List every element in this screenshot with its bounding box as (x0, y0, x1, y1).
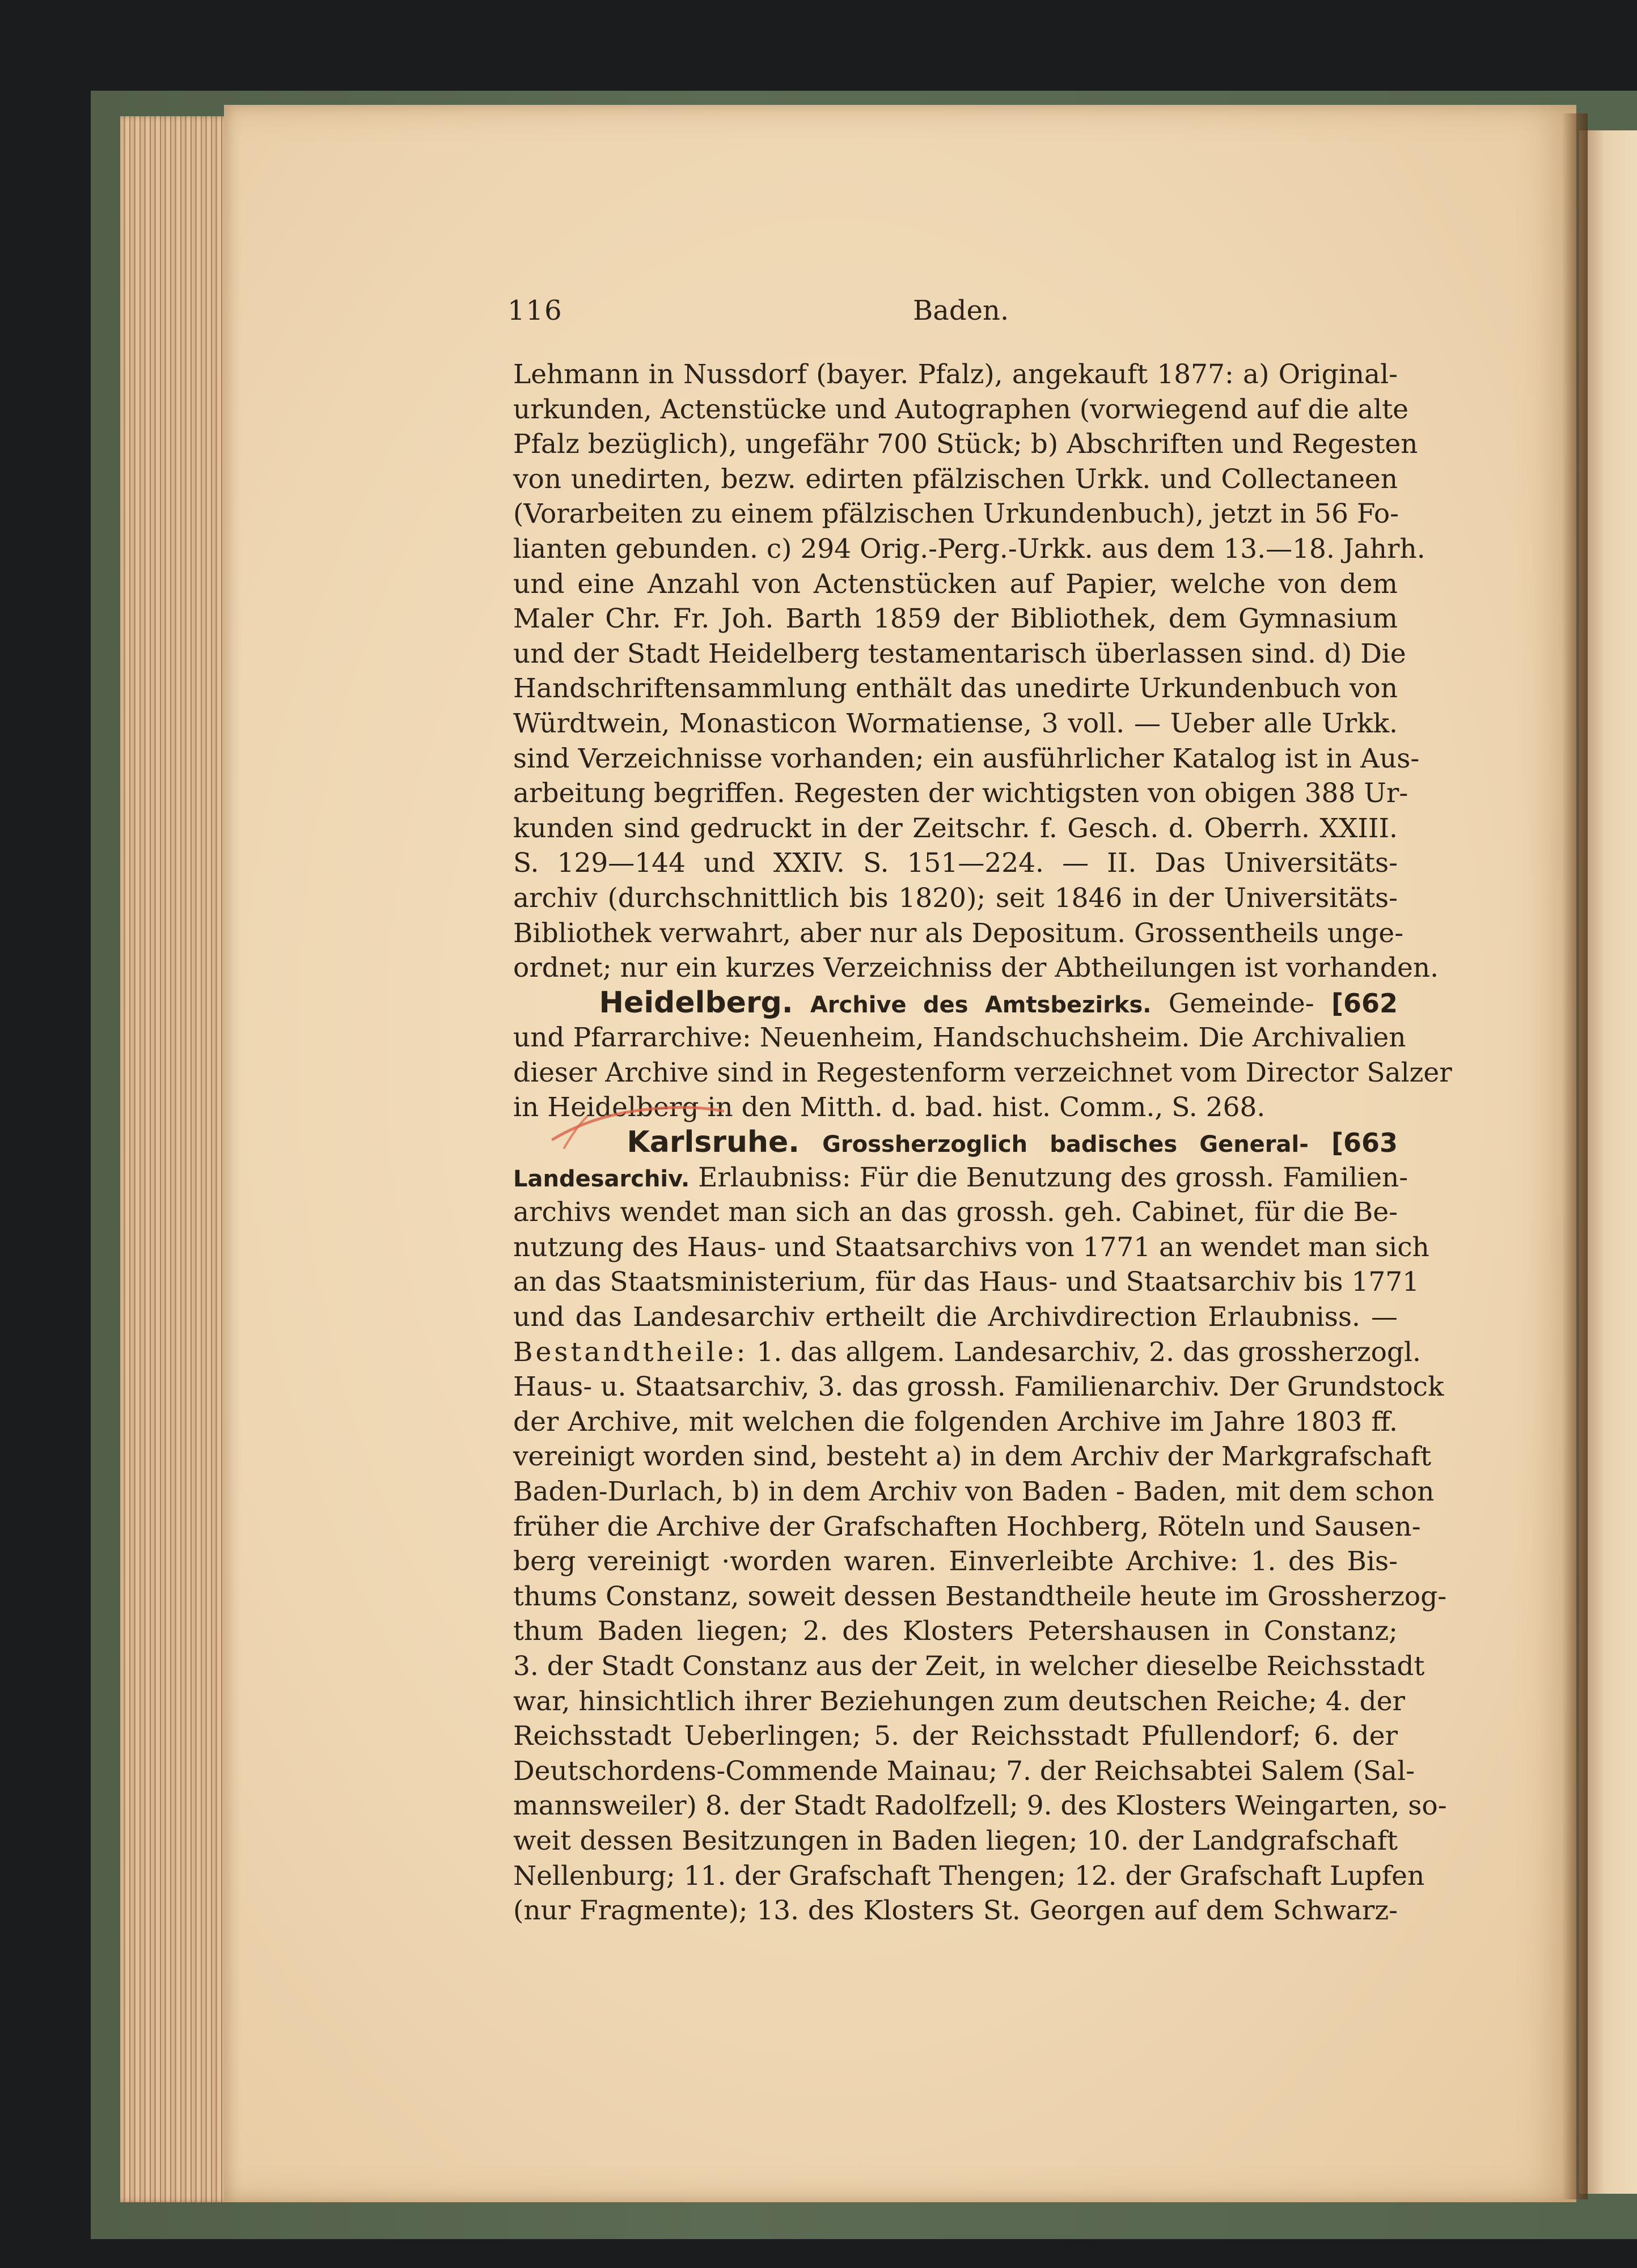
text-line: Würdtwein, Monasticon Wormatiense, 3 voll. — Ueber alle Urkk. (513, 707, 1398, 739)
bestandtheile-rest: 1. das allgem. Landesarchiv, 2. das grossherzogl. (756, 1336, 1421, 1368)
entry-663-heading (513, 1125, 1398, 1160)
entry-663-line-2 (513, 1160, 1408, 1196)
text-line: ordnet; nur ein kurzes Verzeichniss der Abtheilungen ist vorhanden. (513, 952, 1439, 984)
text-line: archiv (durchschnittlich bis 1820); seit 1846 in der Universitäts- (513, 882, 1398, 914)
text-line: und das Landesarchiv ertheilt die Archivdirection Erlaubniss. — (513, 1302, 1398, 1333)
text-line: sind Verzeichnisse vorhanden; ein ausführlicher Katalog ist in Aus- (513, 743, 1420, 774)
entry-663-number: [663 (1331, 1127, 1398, 1159)
text-line: urkunden, Actenstücke und Autographen (vorwiegend auf die alte (513, 393, 1408, 425)
body-text (513, 357, 1452, 1928)
text-line: mannsweiler) 8. der Stadt Radolfzell; 9. des Klosters Weingarten, so- (513, 1790, 1447, 1822)
entry-663-line2-rest: Erlaubniss: Für die Benutzung des grossh. Familien- (698, 1161, 1408, 1193)
text-line: Pfalz bezüglich), ungefähr 700 Stück; b) Abschriften und Regesten (513, 429, 1418, 460)
text-line: Maler Chr. Fr. Joh. Barth 1859 der Bibliothek, dem Gymnasium (513, 603, 1398, 635)
text-line: 3. der Stadt Constanz aus der Zeit, in welcher dieselbe Reichsstadt (513, 1650, 1425, 1682)
text-line: und Pfarrarchive: Neuenheim, Handschuchsheim. Die Archivalien (513, 1022, 1406, 1054)
text-line: Deutschordens-Commende Mainau; 7. der Reichsabtei Salem (Sal- (513, 1755, 1415, 1787)
text-line: vereinigt worden sind, besteht a) in dem Archiv der Markgrafschaft (513, 1441, 1432, 1473)
page-edges (120, 116, 234, 2202)
text-line: Lehmann in Nussdorf (bayer. Pfalz), angekauft 1877: a) Original- (513, 359, 1398, 390)
page-number: 116 (507, 295, 563, 327)
text-line: (nur Fragmente); 13. des Klosters St. Georgen auf dem Schwarz- (513, 1895, 1398, 1927)
text-line: Handschriftensammlung enthält das unedirte Urkundenbuch von (513, 673, 1398, 705)
facing-page-edge (1579, 130, 1637, 2194)
text-line: nutzung des Haus- und Staatsarchivs von 1771 an wendet man sich (513, 1231, 1429, 1263)
bestandtheile-label: Bestandtheile: (513, 1336, 748, 1368)
text-line: in Heidelberg in den Mitth. d. bad. hist. Comm., S. 268. (513, 1092, 1266, 1124)
text-line: von unedirten, bezw. edirten pfälzischen Urkk. und Collectaneen (513, 463, 1398, 495)
page-header (507, 295, 1392, 334)
entry-662-subtitle: Archive des Amtsbezirks. (810, 991, 1152, 1018)
bestandtheile-line (513, 1335, 1421, 1370)
page-gutter-shadow (1562, 113, 1588, 2199)
running-head: Baden. (913, 295, 1009, 327)
text-line: arbeitung begriffen. Regesten der wichtigsten von obigen 388 Ur- (513, 778, 1408, 809)
text-line: thum Baden liegen; 2. des Klosters Petershausen in Constanz; (513, 1616, 1398, 1647)
text-line: thums Constanz, soweit dessen Bestandtheile heute im Grossherzog- (513, 1580, 1447, 1612)
text-line: kunden sind gedruckt in der Zeitschr. f. Gesch. d. Oberrh. XXIII. (513, 812, 1398, 844)
entry-662-heading (513, 986, 1398, 1021)
entry-663-title: Karlsruhe. (627, 1125, 800, 1160)
text-line: berg vereinigt ·worden waren. Einverleibte Archive: 1. des Bis- (513, 1546, 1398, 1578)
entry-662-number: [662 (1331, 987, 1398, 1019)
text-line: Baden-Durlach, b) in dem Archiv von Baden - Baden, mit dem schon (513, 1476, 1435, 1507)
text-line: dieser Archive sind in Regestenform verzeichnet vom Director Salzer (513, 1057, 1452, 1088)
text-line: war, hinsichtlich ihrer Beziehungen zum deutschen Reiche; 4. der (513, 1685, 1406, 1717)
text-line: archivs wendet man sich an das grossh. geh. Cabinet, für die Be- (513, 1197, 1398, 1228)
entry-662-title: Heidelberg. (599, 985, 793, 1020)
text-line: Reichsstadt Ueberlingen; 5. der Reichsstadt Pfullendorf; 6. der (513, 1720, 1398, 1752)
text-line: (Vorarbeiten zu einem pfälzischen Urkundenbuch), jetzt in 56 Fo- (513, 498, 1399, 530)
text-line: und eine Anzahl von Actenstücken auf Papier, welche von dem (513, 568, 1398, 600)
entry-663-subtitle-cont: Landesarchiv. (513, 1165, 690, 1192)
text-line: der Archive, mit welchen die folgenden Archive im Jahre 1803 ff. (513, 1406, 1398, 1438)
text-line: und der Stadt Heidelberg testamentarisch überlassen sind. d) Die (513, 638, 1406, 669)
entry-663-subtitle: Grossherzoglich badisches General- (822, 1131, 1309, 1158)
text-line: Nellenburg; 11. der Grafschaft Thengen; 12. der Grafschaft Lupfen (513, 1860, 1425, 1892)
text-line: weit dessen Besitzungen in Baden liegen; 10. der Landgrafschaft (513, 1825, 1398, 1856)
text-line: an das Staatsministerium, für das Haus- und Staatsarchiv bis 1771 (513, 1266, 1420, 1298)
entry-662-first-line-rest: Gemeinde- (1168, 987, 1314, 1019)
text-line: Bibliothek verwahrt, aber nur als Depositum. Grossentheils unge- (513, 917, 1404, 949)
text-line: S. 129—144 und XXIV. S. 151—224. — II. Das Universitäts- (513, 847, 1398, 879)
text-line: lianten gebunden. c) 294 Orig.-Perg.-Urkk. aus dem 13.—18. Jahrh. (513, 533, 1425, 565)
text-line: Haus- u. Staatsarchiv, 3. das grossh. Familienarchiv. Der Grundstock (513, 1371, 1444, 1403)
text-line: früher die Archive der Grafschaften Hochberg, Röteln und Sausen- (513, 1511, 1421, 1542)
